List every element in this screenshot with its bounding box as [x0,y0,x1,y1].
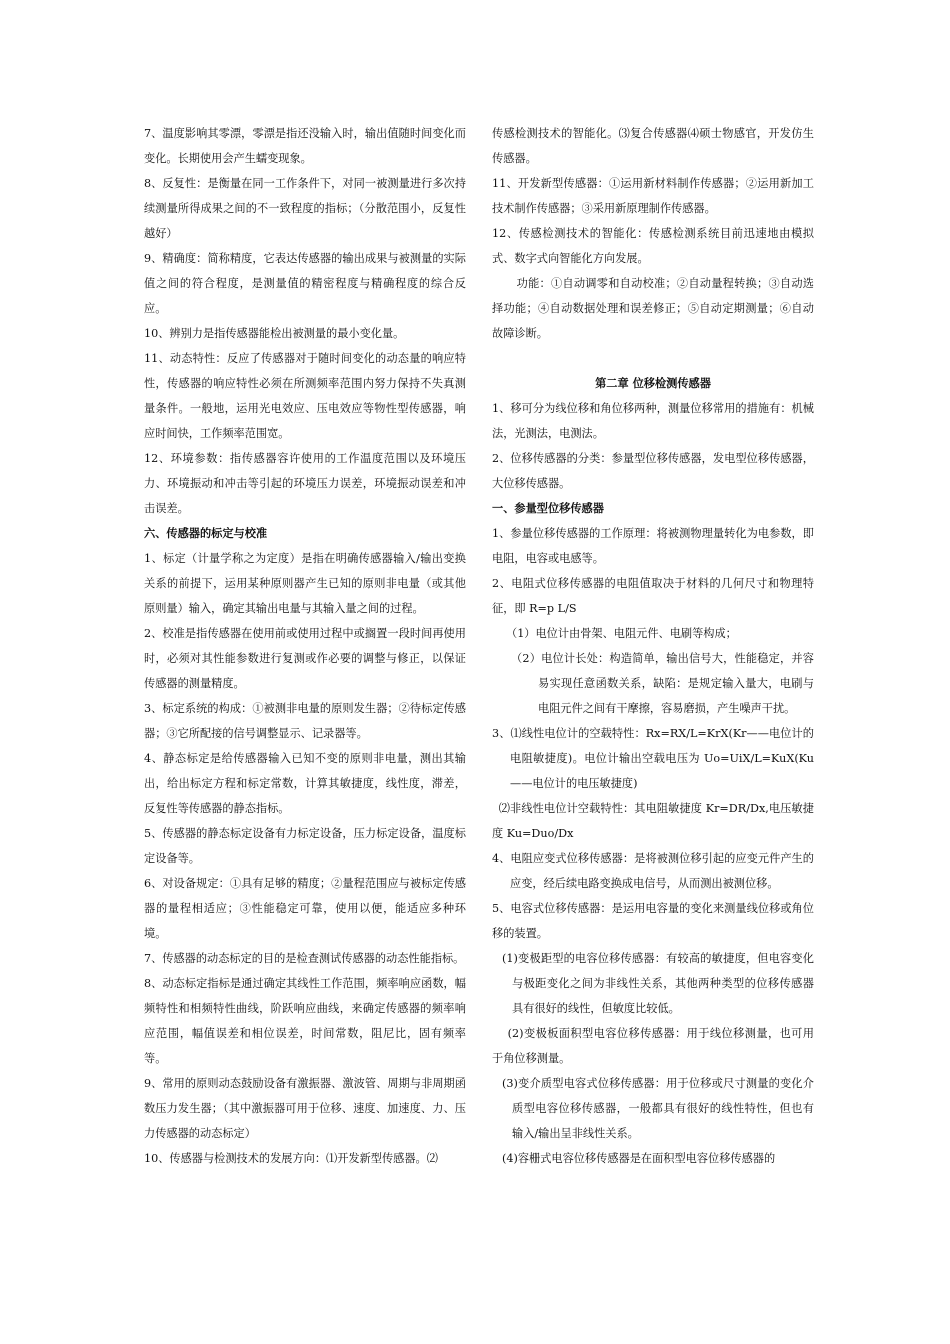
param-para-3: 3、⑴线性电位计的空载特性：Rx=RX/L=KrX(Kr——电位计的电阻敏捷度)。电位计输出空载电压为 Uo=UiX/L=KuX(Ku——电位计的电压敏捷度) [492,727,814,790]
calib-para-5: 5、传感器的静态标定设备有力标定设备，压力标定设备，温度标定设备等。 [144,827,466,865]
calib-para-9: 9、常用的原则动态鼓励设备有激振器、激波管、周期与非周期函数压力发生器；（其中激振器可用于位移、速度、加速度、力、压力传感器的动态标定） [144,1077,466,1140]
calib-para-7: 7、传感器的动态标定的目的是检查测试传感器的动态性能指标。 [144,952,465,965]
param-para-1: 1、参量位移传感器的工作原理：将被测物理量转化为电参数，即电阻，电容或电感等。 [492,527,814,565]
param-para-2b: （2）电位计长处：构造简单，输出信号大，性能稳定，并容易实现任意函数关系，缺陷：是规定输入量大，电刷与电阻元件之间有干摩擦，容易磨损，产生噪声干扰。 [511,652,814,715]
param-para-3b: ⑵非线性电位计空载特性：其电阻敏捷度 Kr=DR/Dx,电压敏捷度 Ku=Duo/Dx [492,802,814,840]
calib-para-10: 10、传感器与检测技术的发展方向：⑴开发新型传感器。⑵ [144,1152,438,1165]
calib-para-3: 3、标定系统的构成：①被测非电量的原则发生器；②待标定传感器；③它所配接的信号调整显示、记录器等。 [144,702,466,740]
left-column [144,121,466,1171]
para-9: 9、精确度：简称精度，它表达传感器的输出成果与被测量的实际值之间的符合程度，是测量值的精密程度与精确程度的综合反应。 [144,252,466,315]
param-para-5d: (4)容栅式电容位移传感器是在面积型电容位移传感器的 [502,1152,776,1165]
param-para-5a: (1)变极距型的电容位移传感器：有较高的敏捷度，但电容变化与极距变化之间为非线性关系，其他两种类型的位移传感器具有很好的线性，但敏度比较低。 [502,952,814,1015]
calib-para-1: 1、标定（计量学称之为定度）是指在明确传感器输入/输出变换关系的前提下，运用某种原则器产生已知的原则非电量（或其他原则量）输入，确定其输出电量与其输入量之间的过程。 [144,552,466,615]
para-11: 11、动态特性：反应了传感器对于随时间变化的动态量的响应特性，传感器的响应特性必须在所测频率范围内努力保持不失真测量条件。一般地，运用光电效应、压电效应等物性型传感器，响应时间快，工作频率范围宽。 [144,352,466,440]
param-para-2: 2、电阻式位移传感器的电阻值取决于材料的几何尺寸和物理特征，即 R=p L/S [492,577,814,615]
disp-para-2: 2、位移传感器的分类：参量型位移传感器，发电型位移传感器，大位移传感器。 [492,452,814,490]
disp-para-1: 1、移可分为线位移和角位移两种，测量位移常用的措施有：机械法，光测法，电测法。 [492,402,814,440]
param-para-4: 4、电阻应变式位移传感器：是将被测位移引起的应变元件产生的应变，经后续电路变换成电信号，从而测出被测位移。 [492,852,814,890]
para-12-intelligent: 12、传感检测技术的智能化：传感检测系统目前迅速地由模拟式、数字式向智能化方向发展。 [492,227,814,265]
right-column [492,121,814,1171]
continued-para: 传感检测技术的智能化。⑶复合传感器⑷硕士物感官，开发仿生传感器。 [492,127,814,165]
calib-para-6: 6、对设备规定：①具有足够的精度；②量程范围应与被标定传感器的量程相适应；③性能稳定可靠，使用以便，能适应多种环境。 [144,877,466,940]
section-heading-6: 六、传感器的标定与校准 [144,526,268,540]
param-para-5b: (2)变极板面积型电容位移传感器：用于线位移测量，也可用于角位移测量。 [492,1027,814,1065]
para-7: 7、温度影响其零漂，零漂是指还没输入时，输出值随时间变化而变化。长期使用会产生蠕变现象。 [144,127,466,165]
para-11-new-sensors: 11、开发新型传感器：①运用新材料制作传感器；②运用新加工技术制作传感器；③采用新原理制作传感器。 [492,177,814,215]
calib-para-2: 2、校准是指传感器在使用前或使用过程中或搁置一段时间再使用时，必须对其性能参数进行复测或作必要的调整与修正，以保证传感器的测量精度。 [144,627,466,690]
section-heading-1: 一、参量型位移传感器 [492,501,604,515]
chapter-title: 第二章 位移检测传感器 [595,376,711,390]
calib-para-4: 4、静态标定是给传感器输入已知不变的原则非电量，测出其输出，给出标定方程和标定常数，计算其敏捷度，线性度，滞差，反复性等传感器的静态指标。 [144,752,466,815]
spacer [492,346,814,371]
para-8: 8、反复性：是衡量在同一工作条件下，对同一被测量进行多次持续测量所得成果之间的不一致程度的指标；（分散范围小，反复性越好） [144,177,466,240]
calib-para-8: 8、动态标定指标是通过确定其线性工作范围，频率响应函数，幅频特性和相频特性曲线，阶跃响应曲线，来确定传感器的频率响应范围，幅值误差和相位误差，时间常数，阻尼比，固有频率等。 [144,977,466,1065]
param-para-2a: （1）电位计由骨架、电阻元件、电刷等构成； [506,627,737,640]
param-para-5c: (3)变介质型电容式位移传感器：用于位移或尺寸测量的变化介质型电容位移传感器，一般都具有很好的线性特性，但也有输入/输出呈非线性关系。 [502,1077,814,1140]
para-10: 10、辨别力是指传感器能检出被测量的最小变化量。 [144,327,405,340]
param-para-5: 5、电容式位移传感器：是运用电容量的变化来测量线位移或角位移的装置。 [492,902,814,940]
para-12: 12、环境参数：指传感器容许使用的工作温度范围以及环境压力、环境振动和冲击等引起的环境压力误差，环境振动误差和冲击误差。 [144,452,466,515]
functions-para: 功能：①自动调零和自动校准；②自动量程转换；③自动选择功能；④自动数据处理和误差修正；⑤自动定期测量；⑥自动故障诊断。 [492,277,814,340]
